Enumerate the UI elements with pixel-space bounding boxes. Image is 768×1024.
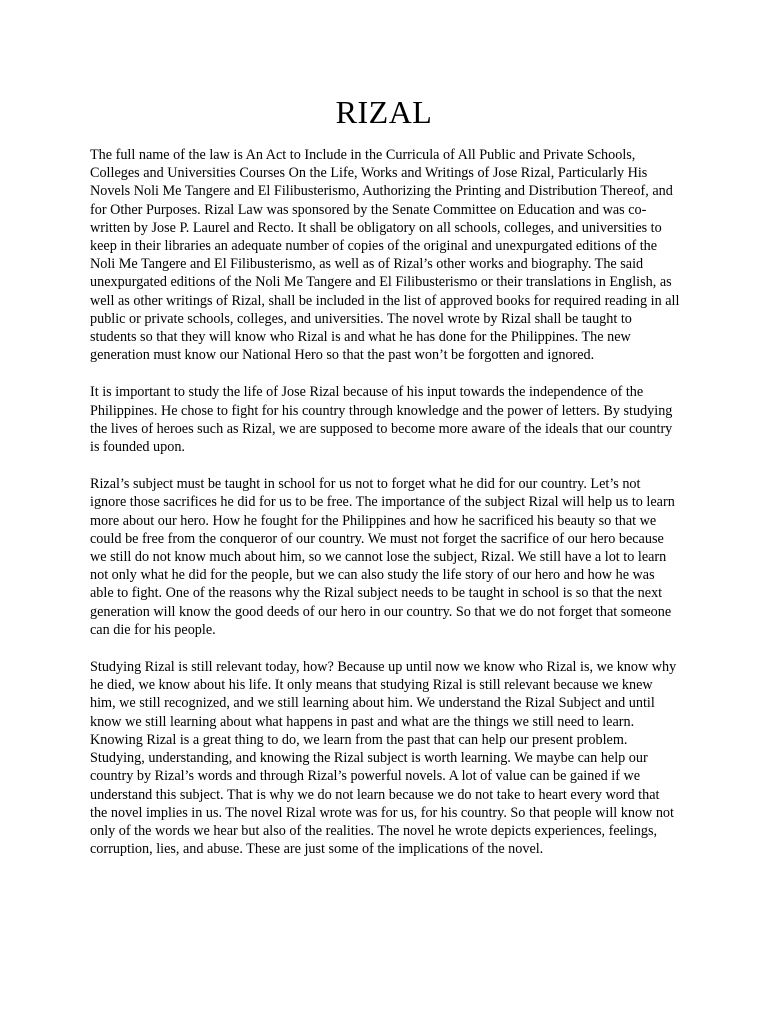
paragraph-subject-in-school: Rizal’s subject must be taught in school for us not to forget what he did for our country. Let’s not ignore those sacrifices he did for us to be free. The importance of the subject Rizal will help us to learn more about our hero. How he fought for the Philippines and how he sacrificed his beauty so that we could be free from the conqueror of our country. We must not forget the sacrifice of our hero because we still do not know much about him, so we cannot lose the subject, Rizal. We still have a lot to learn not only what he did for the people, but we can also study the life story of our hero and how he was able to fight. One of the reasons why the Rizal subject needs to be taught in school is so that the next generation will know the good deeds of our hero in our country. So that we do not forget that someone can die for his people. bbox=[90, 476, 675, 638]
paragraph-importance-of-study: It is important to study the life of Jose Rizal because of his input towards the independence of the Philippines. He chose to fight for his country through knowledge and the power of letters. By studying the lives of heroes such as Rizal, we are supposed to become more aware of the ideals that our country is founded upon. bbox=[90, 384, 673, 456]
document-body bbox=[90, 146, 680, 877]
document-title: RIZAL bbox=[335, 94, 433, 130]
paragraph-rizal-law: The full name of the law is An Act to Include in the Curricula of All Public and Private Schools, Colleges and Universities Courses On the Life, Works and Writings of Jose Rizal, Particularly His Novels Noli Me Tangere and El Filibusterismo, Authorizing the Printing and Distribution Thereof, and for Other Purposes. Rizal Law was sponsored by the Senate Committee on Education and was co-written by Jose P. Laurel and Recto. It shall be obligatory on all schools, colleges, and universities to keep in their libraries an adequate number of copies of the original and unexpurgated editions of the Noli Me Tangere and El Filibusterismo, as well as of Rizal’s other works and biography. The said unexpurgated editions of the Noli Me Tangere and El Filibusterismo or their translations in English, as well as other writings of Rizal, shall be included in the list of approved books for required reading in all public or private schools, colleges, and universities. The novel wrote by Rizal shall be taught to students so that they will know who Rizal is and what he has done for the Philippines. The new generation must know our National Hero so that the past won’t be forgotten and ignored. bbox=[90, 147, 680, 364]
paragraph-relevance-today: Studying Rizal is still relevant today, how? Because up until now we know who Rizal is, we know why he died, we know about his life. It only means that studying Rizal is still relevant because we knew him, we still recognized, and we still learning about him. We understand the Rizal Subject and until know we still learning about what happens in past and what are the things we still need to learn. Knowing Rizal is a great thing to do, we learn from the past that can help our present problem. Studying, understanding, and knowing the Rizal subject is worth learning. We maybe can help our country by Rizal’s words and through Rizal’s powerful novels. A lot of value can be gained if we understand this subject. That is why we do not learn because we do not take to heart every word that the novel implies in us. The novel Rizal wrote was for us, for his country. So that people will know not only of the words we hear but also of the realities. The novel he wrote depicts experiences, feelings, corruption, lies, and abuse. These are just some of the implications of the novel. bbox=[90, 659, 677, 858]
